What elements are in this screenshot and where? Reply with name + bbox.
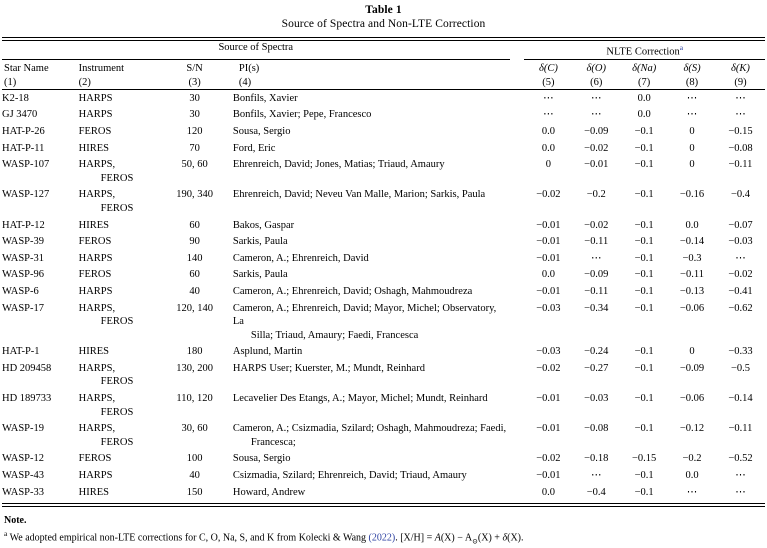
cell-pi: Bonfils, Xavier (232, 92, 298, 104)
table-title-block (2, 0, 765, 32)
cell-delta-s: −0.3 (682, 252, 702, 264)
spectra-nlte-table-body (2, 90, 765, 500)
formula-x2: (X) + (477, 532, 503, 544)
cell-gap (510, 90, 525, 107)
cell-instrument: HARPS, FEROS (78, 393, 134, 418)
cell-delta-o: −0.24 (584, 346, 609, 358)
cell-star-name: HD 209458 (2, 362, 52, 374)
cell-delta-s: 0.0 (685, 219, 699, 231)
cell-delta-o: −0.34 (584, 302, 609, 314)
col-head-delta-s: δ(S) (683, 63, 701, 75)
col-num-6: (6) (590, 76, 603, 88)
cell-delta-c: 0.0 (541, 486, 555, 498)
cell-delta-na: −0.1 (634, 269, 654, 281)
cell-delta-na: 0.0 (637, 92, 651, 104)
cell-delta-na: −0.1 (634, 393, 654, 405)
cell-star-name: WASP-96 (2, 269, 45, 281)
cell-delta-k: −0.03 (728, 236, 753, 248)
cell-delta-c: 0.0 (541, 269, 555, 281)
cell-delta-c: 0.0 (541, 125, 555, 137)
cell-pi: Sarkis, Paula (232, 236, 288, 248)
cell-delta-o: −0.01 (584, 159, 609, 171)
cell-delta-s: 0 (689, 159, 695, 171)
cell-instrument: HARPS, FEROS (78, 159, 134, 184)
cell-pi: Ford, Eric (232, 142, 276, 154)
cell-delta-na: −0.1 (634, 189, 654, 201)
cell-pi: HARPS User; Kuerster, M.; Mundt, Reinhard (232, 362, 425, 374)
cell-pi: Sousa, Sergio (232, 453, 291, 465)
cell-instrument: FEROS (78, 453, 112, 465)
cell-delta-c: −0.02 (536, 189, 561, 201)
cell-delta-k: ⋯ (735, 252, 746, 264)
cell-signal-noise: 100 (186, 453, 203, 465)
cell-delta-na: −0.1 (634, 125, 654, 137)
cell-delta-k: −0.4 (730, 189, 750, 201)
table-number: Table 1 (365, 4, 402, 16)
formula-x3: (X). (507, 532, 524, 544)
cell-delta-o: ⋯ (591, 92, 602, 104)
col-num-9: (9) (734, 76, 747, 88)
cell-gap (510, 234, 525, 251)
col-head-delta-c: δ(C) (538, 63, 558, 75)
cell-delta-na: −0.1 (634, 285, 654, 297)
cell-star-name: WASP-107 (2, 159, 50, 171)
cell-signal-noise: 30, 60 (181, 423, 208, 435)
cell-delta-na: −0.1 (634, 159, 654, 171)
footnote-a-text-1: We adopted empirical non-LTE corrections for C, O, Na, S, and K from Kolecki & Wang (9, 532, 369, 544)
table-row (2, 484, 765, 501)
footnote-a (4, 527, 765, 548)
table-row (2, 234, 765, 251)
cell-delta-c: −0.02 (536, 362, 561, 374)
cell-signal-noise: 90 (189, 236, 200, 248)
cell-delta-s: −0.06 (679, 393, 705, 405)
cell-signal-noise: 50, 60 (181, 159, 208, 171)
cell-delta-s: −0.16 (679, 189, 705, 201)
cell-delta-c: −0.02 (536, 453, 561, 465)
cell-delta-c: ⋯ (543, 109, 554, 121)
cell-delta-na: −0.15 (631, 453, 657, 465)
cell-delta-k: −0.15 (728, 125, 753, 137)
cell-signal-noise: 150 (186, 486, 203, 498)
cell-pi: Sarkis, Paula (232, 269, 288, 281)
cell-delta-na: −0.1 (634, 423, 654, 435)
cell-instrument: FEROS (78, 236, 112, 248)
group-header-nlte-label: NLTE Correction (606, 46, 680, 58)
citation-link-2022[interactable]: (2022) (368, 532, 396, 544)
cell-gap (510, 187, 525, 217)
cell-instrument: HARPS (78, 470, 113, 482)
col-num-5: (5) (542, 76, 555, 88)
cell-instrument: HARPS (78, 252, 113, 264)
cell-instrument: HARPS, FEROS (78, 423, 134, 448)
cell-delta-o: −0.09 (584, 269, 609, 281)
cell-delta-o: −0.09 (584, 125, 609, 137)
table-body (2, 90, 765, 500)
spectra-nlte-table (2, 41, 765, 89)
cell-delta-o: −0.11 (584, 236, 609, 248)
cell-delta-o: −0.18 (584, 453, 609, 465)
cell-delta-k: −0.11 (728, 423, 753, 435)
col-head-delta-na: δ(Na) (632, 63, 657, 75)
cell-star-name: WASP-6 (2, 285, 39, 297)
cell-delta-na: −0.1 (634, 252, 654, 264)
col-num-4: (4) (238, 76, 252, 88)
cell-delta-k: −0.62 (728, 302, 753, 314)
cell-signal-noise: 120 (186, 125, 203, 137)
cell-pi: Lecavelier Des Etangs, A.; Mayor, Michel; Mundt, Reinhard (232, 393, 488, 405)
cell-gap (510, 123, 525, 140)
cell-signal-noise: 60 (189, 269, 200, 281)
group-header-row (2, 41, 765, 59)
col-head-instrument: Instrument (78, 63, 125, 75)
cell-delta-na: −0.1 (634, 486, 654, 498)
cell-delta-o: −0.27 (584, 362, 609, 374)
cell-delta-k: −0.07 (728, 219, 753, 231)
cell-delta-s: −0.09 (679, 362, 705, 374)
cell-delta-k: −0.08 (728, 142, 753, 154)
col-num-7: (7) (638, 76, 651, 88)
cell-delta-c: −0.01 (536, 285, 561, 297)
cell-delta-k: −0.5 (730, 362, 750, 374)
cell-delta-c: −0.03 (536, 346, 561, 358)
cell-star-name: HAT-P-12 (2, 219, 45, 231)
cell-pi: Cameron, A.; Csizmadia, Szilard; Oshagh, Mahmoudreza; Faedi, Francesca; (232, 423, 507, 448)
cell-instrument: HARPS (78, 92, 113, 104)
cell-delta-s: 0 (689, 142, 695, 154)
cell-instrument: FEROS (78, 125, 112, 137)
table-row (2, 217, 765, 234)
cell-star-name: HD 189733 (2, 393, 52, 405)
col-head-gap (510, 62, 525, 76)
cell-delta-c: −0.03 (536, 302, 561, 314)
group-header-gap (510, 41, 525, 59)
cell-delta-k: −0.52 (728, 453, 753, 465)
cell-delta-s: ⋯ (686, 109, 698, 121)
column-label-row (2, 62, 765, 76)
cell-gap (510, 391, 525, 421)
cell-signal-noise: 120, 140 (176, 302, 213, 314)
cell-star-name: K2-18 (2, 92, 29, 104)
cell-delta-k: −0.14 (728, 393, 753, 405)
cell-delta-k: ⋯ (735, 92, 746, 104)
cell-signal-noise: 60 (189, 219, 200, 231)
cell-star-name: WASP-17 (2, 302, 45, 314)
cell-star-name: HAT-P-1 (2, 346, 40, 358)
cell-instrument: HIRES (78, 346, 109, 358)
table-row (2, 421, 765, 451)
notes-block (2, 514, 765, 548)
table-row (2, 267, 765, 284)
cell-delta-c: −0.01 (536, 393, 561, 405)
sun-symbol-icon: ⊙ (472, 537, 478, 546)
cell-delta-c: −0.01 (536, 252, 561, 264)
cell-delta-s: ⋯ (686, 486, 698, 498)
cell-instrument: HARPS, FEROS (78, 362, 134, 388)
table-caption: Source of Spectra and Non-LTE Correction (281, 18, 486, 30)
cell-delta-o: −0.4 (586, 486, 606, 498)
footnote-marker-a[interactable]: a (679, 43, 684, 52)
table-row (2, 250, 765, 267)
cell-delta-k: −0.11 (728, 159, 753, 171)
cell-delta-o: −0.03 (584, 393, 609, 405)
cell-instrument: HIRES (78, 486, 109, 498)
cell-delta-c: ⋯ (543, 92, 554, 104)
notes-heading: Note. (4, 514, 27, 526)
cell-signal-noise: 30 (189, 92, 200, 104)
cell-delta-k: −0.02 (728, 269, 753, 281)
cell-pi: Howard, Andrew (232, 486, 306, 498)
cell-signal-noise: 40 (189, 285, 200, 297)
cell-delta-k: −0.33 (728, 346, 753, 358)
cell-delta-o: −0.2 (586, 189, 606, 201)
cell-delta-na: −0.1 (634, 302, 654, 314)
cell-star-name: WASP-39 (2, 236, 45, 248)
cell-pi: Ehrenreich, David; Neveu Van Malle, Marion; Sarkis, Paula (232, 189, 486, 201)
cell-instrument: HARPS, FEROS (78, 189, 134, 214)
footnote-a-text-2: . [X/H] = (395, 532, 435, 544)
cell-delta-s: −0.11 (680, 269, 704, 281)
cell-delta-na: −0.1 (634, 219, 654, 231)
col-head-sn: S/N (186, 63, 203, 75)
cell-gap (510, 250, 525, 267)
formula-x1: (X) − A (440, 532, 473, 544)
cell-gap (510, 421, 525, 451)
cell-delta-na: −0.1 (634, 142, 654, 154)
table-row (2, 140, 765, 157)
table-row (2, 107, 765, 124)
cell-signal-noise: 190, 340 (176, 189, 213, 201)
cell-pi: Ehrenreich, David; Jones, Matias; Triaud, Amaury (232, 159, 445, 171)
formula-delta: δ (502, 532, 508, 544)
cell-pi: Asplund, Martin (232, 346, 303, 358)
cell-delta-s: −0.14 (679, 236, 705, 248)
cell-delta-s: ⋯ (686, 92, 698, 104)
cell-delta-o: ⋯ (591, 470, 602, 482)
cell-delta-s: 0.0 (685, 470, 699, 482)
table-row (2, 90, 765, 107)
cell-star-name: HAT-P-26 (2, 125, 45, 137)
cell-star-name: WASP-19 (2, 423, 45, 435)
table-row (2, 300, 765, 344)
cell-delta-s: 0 (689, 125, 695, 137)
cell-signal-noise: 30 (189, 109, 200, 121)
cell-delta-na: −0.1 (634, 236, 654, 248)
cell-gap (510, 283, 525, 300)
cell-delta-s: 0 (689, 346, 695, 358)
cell-instrument: HIRES (78, 219, 109, 231)
cell-pi: Cameron, A.; Ehrenreich, David (232, 252, 369, 264)
footnote-a-marker: a (4, 528, 8, 538)
cell-delta-k: ⋯ (735, 470, 746, 482)
cell-pi: Bonfils, Xavier; Pepe, Francesco (232, 109, 372, 121)
cell-delta-o: −0.02 (584, 219, 609, 231)
cell-delta-k: −0.41 (728, 285, 753, 297)
cell-star-name: WASP-43 (2, 470, 45, 482)
cell-delta-s: −0.2 (682, 453, 702, 465)
table-row (2, 468, 765, 485)
cell-delta-k: ⋯ (735, 109, 746, 121)
cell-signal-noise: 140 (186, 252, 203, 264)
cell-delta-c: −0.01 (536, 470, 561, 482)
cell-star-name: WASP-12 (2, 453, 45, 465)
cell-instrument: HARPS (78, 285, 113, 297)
formula-A: A (434, 532, 441, 544)
cell-gap (510, 157, 525, 187)
cell-gap (510, 140, 525, 157)
table-row (2, 283, 765, 300)
cell-signal-noise: 130, 200 (176, 362, 213, 374)
cell-delta-o: −0.08 (584, 423, 609, 435)
cell-gap (510, 267, 525, 284)
cell-signal-noise: 70 (189, 142, 200, 154)
cell-pi: Cameron, A.; Ehrenreich, David; Mayor, Michel; Observatory, La Silla; Triaud, Amaury; Faedi, Francesca (232, 302, 497, 341)
col-num-3: (3) (188, 76, 201, 88)
cell-signal-noise: 40 (189, 470, 200, 482)
cell-delta-c: −0.01 (536, 236, 561, 248)
group-header-source: Source of Spectra (218, 42, 294, 53)
cell-pi: Sousa, Sergio (232, 125, 291, 137)
table-row (2, 360, 765, 390)
table-head (2, 41, 765, 89)
cell-star-name: WASP-127 (2, 189, 50, 201)
cell-pi: Csizmadia, Szilard; Ehrenreich, David; Triaud, Amaury (232, 470, 467, 482)
table-bottom-rule (2, 503, 765, 507)
cell-delta-s: −0.06 (679, 302, 705, 314)
col-num-1: (1) (4, 76, 17, 88)
cell-pi: Bakos, Gaspar (232, 219, 295, 231)
col-head-pi: PI(s) (238, 63, 260, 75)
table-row (2, 344, 765, 361)
cell-signal-noise: 180 (186, 346, 203, 358)
col-head-delta-o: δ(O) (586, 63, 606, 75)
col-num-8: (8) (685, 76, 699, 88)
cell-gap (510, 360, 525, 390)
cell-delta-c: −0.01 (536, 423, 561, 435)
cell-gap (510, 484, 525, 501)
col-num-gap (510, 76, 525, 90)
cell-delta-na: −0.1 (634, 470, 654, 482)
cell-gap (510, 468, 525, 485)
cell-delta-s: −0.13 (679, 285, 705, 297)
col-head-delta-k: δ(K) (731, 63, 750, 75)
cell-gap (510, 217, 525, 234)
cell-delta-o: ⋯ (591, 252, 602, 264)
cell-instrument: HIRES (78, 142, 109, 154)
cell-delta-k: ⋯ (735, 486, 746, 498)
cell-star-name: WASP-33 (2, 486, 45, 498)
cell-delta-c: −0.01 (536, 219, 561, 231)
col-head-star-name: Star Name (4, 63, 49, 75)
table-row (2, 157, 765, 187)
cell-signal-noise: 110, 120 (176, 393, 213, 405)
cell-delta-o: ⋯ (591, 109, 602, 121)
cell-gap (510, 107, 525, 124)
cell-delta-na: −0.1 (634, 346, 654, 358)
cell-pi: Cameron, A.; Ehrenreich, David; Oshagh, Mahmoudreza (232, 285, 473, 297)
cell-delta-c: 0 (545, 159, 552, 171)
table-row (2, 391, 765, 421)
group-header-nlte (524, 41, 765, 59)
cell-delta-o: −0.11 (584, 285, 609, 297)
cell-delta-c: 0.0 (541, 142, 555, 154)
cell-star-name: GJ 3470 (2, 109, 38, 121)
cell-delta-s: −0.12 (679, 423, 705, 435)
cell-delta-o: −0.02 (584, 142, 609, 154)
cell-instrument: HARPS, FEROS (78, 302, 134, 328)
cell-instrument: HARPS (78, 109, 113, 121)
cell-star-name: HAT-P-11 (2, 142, 45, 154)
table-row (2, 123, 765, 140)
cell-delta-na: −0.1 (634, 362, 654, 374)
table-row (2, 187, 765, 217)
column-number-row (2, 76, 765, 90)
cell-gap (510, 451, 525, 468)
col-num-2: (2) (78, 76, 91, 88)
table-row (2, 451, 765, 468)
cell-gap (510, 344, 525, 361)
cell-gap (510, 300, 525, 344)
cell-star-name: WASP-31 (2, 252, 45, 264)
cell-instrument: FEROS (78, 269, 112, 281)
cell-delta-na: 0.0 (637, 109, 651, 121)
